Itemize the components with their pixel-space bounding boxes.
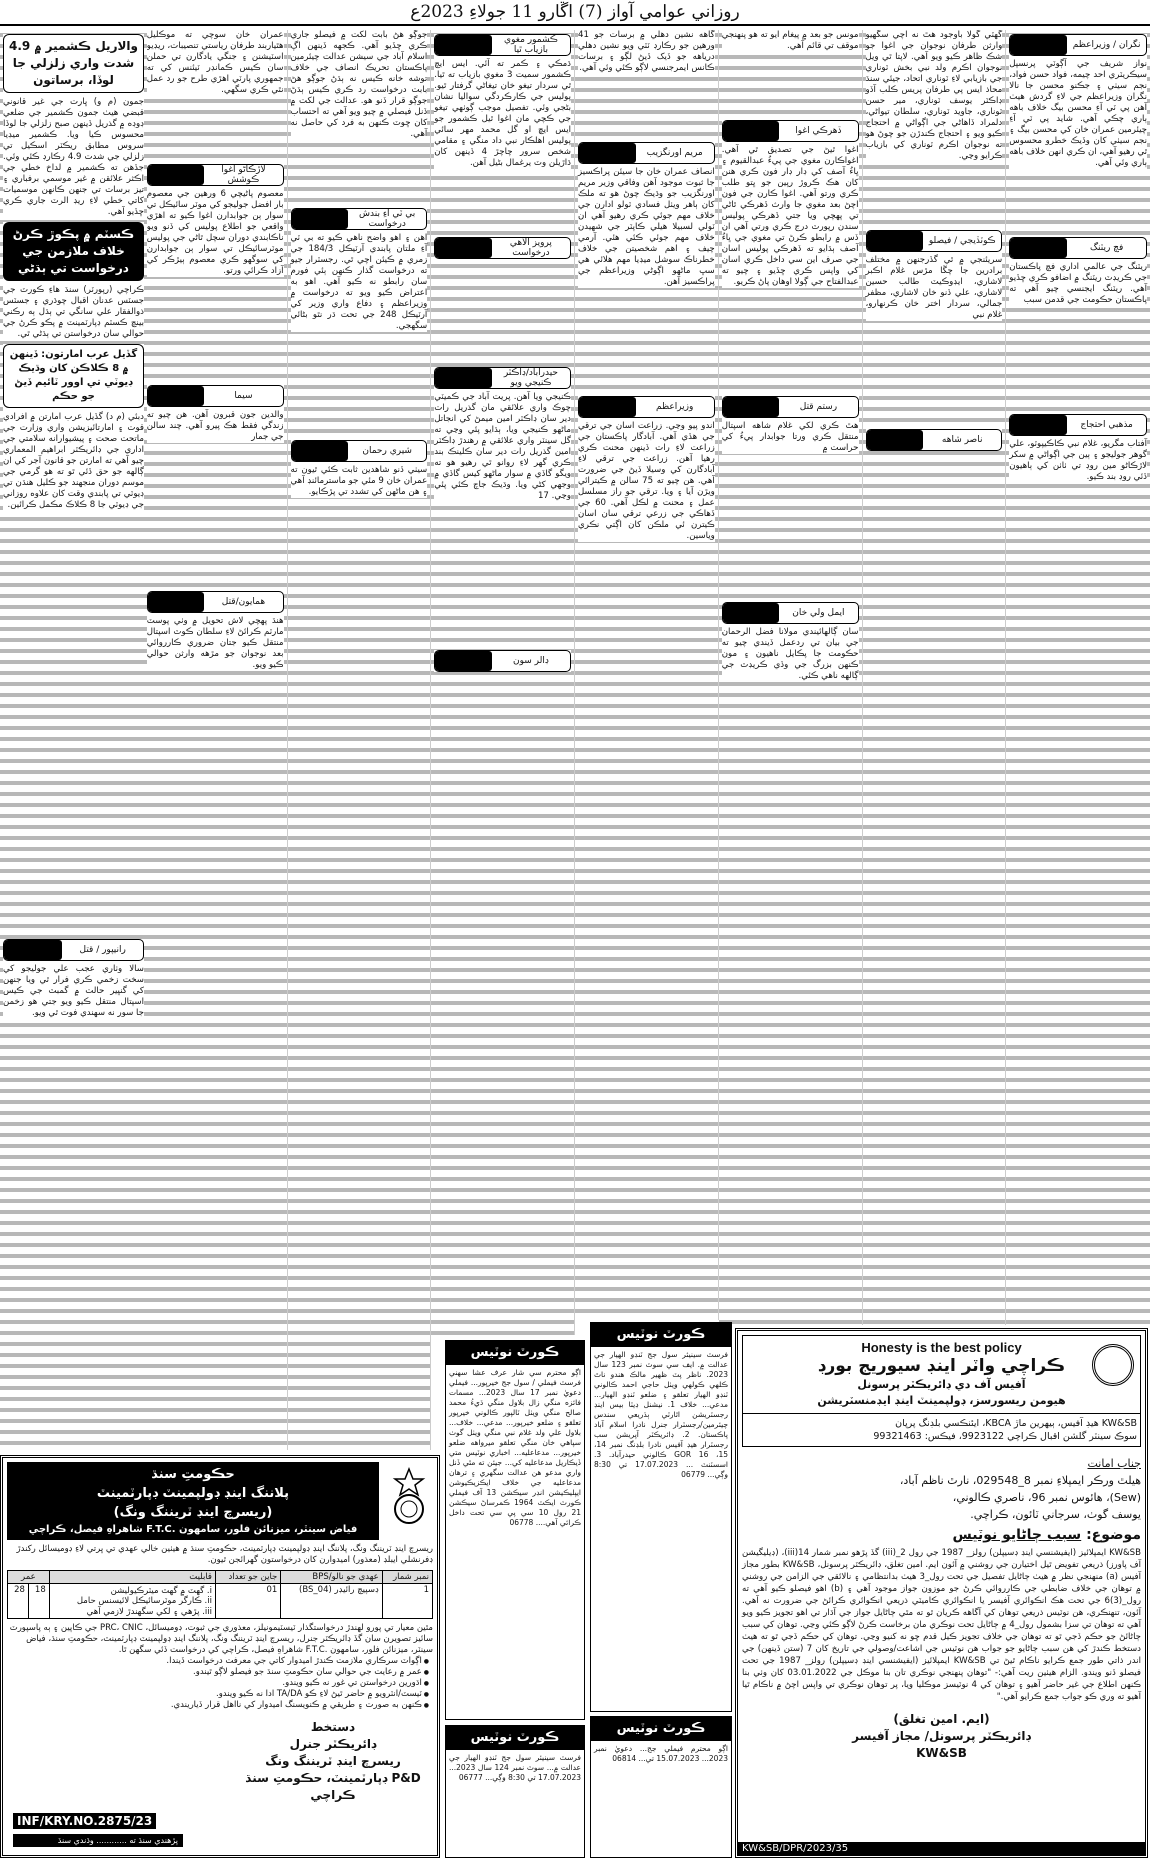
section-label: همايون/قتل	[221, 597, 266, 607]
ad-govt: حڪومتِ سنڌ	[151, 1467, 235, 1482]
section-header	[3, 939, 144, 961]
article-body: سريئنجي ۾ ٿي گڏرجنهن ۾ مختلف برادرين جا چڱا مڙس غلام اڪبر لاشاري، ايڊوڪيٽ طالب حسين لاشاري، علي ڏنو خان لاشاري، مظفر جمالي، سردار اختر خان ڪرنهارو، غلام نبي	[865, 255, 1003, 320]
text-filler	[291, 336, 428, 436]
article-body: دبئي (م د) گڏيل عرب امارتن ۾ افرادي قوت ۽ امارتائيزيشن واري وزارت جي ماتحت صحت ۽ پيشيوارانه سلامتي جي اداري جي ڊائريڪٽر ابراهيم المعماري چيو آهي ته امارتن جو قانون آجر کي ان ڳالهه جو حق ڏئي ٿو ته هو گرمي جي موسم دوران منجهند جو ڪليل هنڌن تي ڊيوٽي تي پابندي وقت کان علاوه روزاني جي ڊيوٽي جا 8 ڪلاڪ مڪمل ڪرائين.	[3, 412, 144, 510]
article-body: اغوا ٿيڻ جي تصديق ٿي آهي. اغواڪارن مغوي جي پيءُ عبدالقيوم ۽ ڀاءُ آصف کي ڊار ڊار فون ڪري هنن کان هڪ ڪروڙ رپين جو ڀتو طلب ڪري ورتو آهي. اغوا ڪارن جي فون اچڻ بعد مغوي جا وارث ڏهرڪي ٿاڻي تي پهچي ويا جتي ڏهرڪي پوليس سندن رپورٽ درج ڪري ورتي آهي ان ڏس ۾ رابطو ڪرڻ تي مغوي جي ڀاءُ آصف ٻڌايو ته ڏهرڪي پوليس اسان جي صرف اين سي داخل ڪري اسان کي واپس ڪري ڇڏيو ۽ چيو ته عبدالفتاح جي ڳولا اوهان پاڻ ڪريو.	[721, 145, 859, 287]
article	[434, 650, 571, 672]
address-line: سوڪ سينٽر گلشن اقبال ڪراچي 9923122، فيڪس: 99321463	[873, 1431, 1137, 1442]
article-body: ڌمڪي ۽ ڪمر ته آئي. ايس ايچ ڪشمور سميت 3 مغوي بازياب ته ٿيا. ٿي سردار تيغو خان تيغاڻي گرفتار ٿيو. پوليس جي ڪارڪردگي سواليا نشان بڻجي وئي. تفصيل موجب ڳوٺهي تيغو جي ڪچي مان اغوا ٿيل ڪشمور جو ايس ايڇ او گل محمد مهر سائي پوليس اهلڪار نبي داد منگي ۽ مقامي شخص سرور چاچڙ 4 ڏينهن کان ڌاڙيلن وٽ يرغمال بڻيل آهن.	[434, 59, 571, 168]
section-label: ناصر شاهه	[941, 435, 983, 445]
article	[578, 30, 715, 74]
article	[434, 34, 571, 169]
news-column-5	[431, 30, 575, 1335]
text-filler	[722, 56, 859, 116]
article	[147, 164, 284, 277]
ad-intro: ريسرچ اينڊ ٽريننگ ونگ، پلاننگ اينڊ ڊولپمينٽ ڊپارٽمينٽ، حڪومتِ سنڌ ۾ هيٺين خالي عهدي تي ڀرتي لاءِ ڊوميسائل رکندڙ ڊفرنشلي ايبلڊ (معذور) اميدوارن کان درخواستون گهرائجن ٿيون.	[16, 1544, 433, 1565]
article	[147, 30, 284, 96]
court-notice	[445, 1340, 585, 1720]
news-column-3	[719, 30, 863, 1325]
section-header	[722, 602, 859, 624]
section-label: ڏهرڪي اغوا	[795, 126, 842, 136]
article-uae	[3, 344, 144, 511]
article-body: معصوم پاڻيچي 6 ورهين جي معصوم بار افضل جوليجو کي موٽر سائيڪل تي سوار ٻن جوابدارن اغوا ڪيو ته اهڙي واقعي جو اطلاع پوليس کي ڏنو ويو ناڪابندي دوران سچل ٿاڻي جي پوليس موٽرسائيڪل تي سوار ٻن جوابدارن کي سوگهو ڪري معصوم ٻيڙڪر کي آزاد ڪرائي ورتو.	[146, 189, 284, 276]
section-header	[434, 367, 571, 389]
news-column-1	[1006, 30, 1150, 1325]
section-label: ڪشمور مغوي بازياب ٿيا	[504, 35, 558, 55]
notice-signature	[742, 1711, 1141, 1762]
ad-wing: (ريسرچ اينڊ ٽريننگ ونگ)	[113, 1505, 273, 1520]
cell-age-max: 28	[8, 1584, 29, 1619]
th-age: عمر	[8, 1571, 50, 1584]
news-column-2	[863, 30, 1007, 1325]
cell-count: 01	[216, 1584, 281, 1619]
text-filler	[1009, 173, 1147, 233]
article-body: سالا وٺاري عجب علي جوليجو کي سخت زخمي ڪري فرار ٿي ويا جنهن کي گنڀير حالت ۾ گمبٽ جي ڪيس اسپتال منتقل ڪيو ويو جتي هو زخمن جا سور نه سهندي فوت ٿي ويو.	[3, 964, 144, 1018]
planning-development-ad	[0, 1455, 440, 1858]
section-label: ايمل ولي خان	[792, 608, 845, 618]
section-header	[147, 385, 284, 407]
text-filler	[722, 458, 859, 598]
section-header	[866, 429, 1003, 451]
ad-slogan: پڙهندي سنڌ ته ............ وڌندي سنڌ	[13, 1834, 183, 1847]
article	[722, 120, 859, 288]
sign-line: ڊائريڪٽر جنرل	[289, 1737, 377, 1751]
condition-item: ● ٽيسٽ/انٽرويو ۾ حاضر ٿيڻ لاءِ ڪو TA/DA ادا نه ڪيو ويندو.	[7, 1689, 429, 1700]
article	[578, 142, 715, 288]
condition-item: ● عمر ۾ رعايت جي حوالي سان حڪومتِ سنڌ جو فيصلو لاڳو ٿيندو.	[7, 1667, 429, 1678]
article-body: ڪنيجي ويا آهن. پريت آباد جي ڪميٽي چوڪ واري علائقي مان گذريل رات دير سان ڊاڪٽر امين ميمڻ کي انجاتل ماڻهو ڪنيجي ويا، ٻڌايو پئي وڃي ته گل سينٽر واري علائقي ۾ رهندڙ ڊاڪٽر امين گذريل رات دير سان ڪلينڪ بند ڪري گهر لاءِ روانو ٿي رهيو هو ته ويگو گاڏي ۾ سوار ماڻهو کيس گاڏي ۾ وجهي کڻي ويا. وڌيڪ جاچ ڪئي پئي وڃي. 17	[434, 392, 571, 501]
section-label: لاڙڪاڻو اغوا ڪوشش	[221, 165, 266, 185]
section-header	[291, 440, 428, 462]
qualification-item: iii. پڙهي ۽ لکي سگهندڙ لازمي آهي	[86, 1607, 212, 1617]
section-header	[578, 396, 715, 418]
news-column-6	[288, 30, 432, 1450]
article-body: سيٺي ڏنو شاهدين ثابت ڪئي ٿيون ته عمران خان 9 مئي جو ماسترمائنڊ آهي ۽ هن ماڻهن کي تشدد تي پڙڪايو.	[290, 465, 428, 497]
article	[1009, 414, 1147, 483]
section-header	[1009, 34, 1147, 56]
article	[434, 367, 571, 502]
section-label: رانيپور / قتل	[79, 945, 126, 955]
section-header	[722, 396, 859, 418]
court-notice	[445, 1725, 585, 1858]
article-customs	[3, 222, 144, 340]
addressee-line: هيلٿ ورڪر ايمپلاءِ نمبر 8_029548، نارٿ ناظم آباد،	[899, 1474, 1141, 1487]
section-logo-block	[579, 397, 636, 417]
article	[578, 396, 715, 542]
table-row	[8, 1584, 433, 1619]
article-body: جمون (م و) ڀارت جي غير قانوني قبضي هيٺ جمون ڪشمير جي ضلعي ڊوڊه ۾ گذريل ڏينهن صبح زلزلي جا لوڏا محسوس ڪيا ويا. ڪشمير ميڊيا سروس مطابق ريڪٽر اسڪيل تي زلزلي جي شدت 4.9 رڪارڊ ڪئي وئي. جڏهن ته ڪشمير ۾ لداخ خطي جي اڪثر علائقن ۾ غير موسمي برفباري ۽ تيز برسات تي جنهن ڪانهن موسميات کاتي خطي لاءِ ريڊ الرٽ جاري ڪري ڇڏيو آهي.	[3, 97, 144, 217]
article-body: والدين جون قبرون آهن. هن چيو ته زندگي فقط هڪ پيرو آهي. چند سالن جي جمار	[146, 410, 284, 442]
court-notice-title: ڪورٽ نوٽيس	[446, 1341, 584, 1365]
section-logo-block	[723, 121, 780, 141]
section-header	[147, 591, 284, 613]
court-notice-body: اڳو محترم فيملي جج... دعويٰ نمبر 2023... 15.07.2023 تي... 06814	[594, 1744, 728, 1763]
ad-instructions: مٿين معيار تي پورو لهندڙ درخواستگذار ٽيسٽيمونيلز، معذوري جي ثبوت، ڊوميسائل، PRC، CNIC جي ڪاپين ۽ ٻه پاسپورٽ سائيز تصويرن سان گڏ ڊائريڪٽر جنرل، ريسرچ اينڊ ٽريننگ ونگ، پلاننگ اينڊ ڊولپمينٽ ڊپارٽمينٽ، حڪومتِ سنڌ، فياض سينٽر، ميزنائن فلور، سامهون .F.T.C شاهراهِ فيصل، ڪراچي کي درخواست ڏئي سگهن ٿا.	[9, 1623, 433, 1655]
subject-label: موضوع:	[1086, 1527, 1141, 1543]
headline: ڪسٽم ۾ پڪوڙ ڪرڻ خلاف ملازمن جي درخواست تي ٻڌڻي	[3, 222, 144, 281]
sign-line: P&D ڊپارٽمينٽ، حڪومتِ سنڌ	[245, 1771, 421, 1785]
court-notice-title: ڪورٽ نوٽيس	[591, 1323, 731, 1347]
section-label: مريم اورنگزيب	[646, 148, 703, 158]
article	[722, 602, 859, 682]
article-body: مونس جو بعد ۾ پيغام آيو ته هو پنهنجي موقف تي قائم آهي.	[721, 30, 859, 51]
section-logo-block	[1010, 35, 1067, 55]
article	[147, 385, 284, 443]
article	[434, 237, 571, 259]
court-notice-title: ڪورٽ نوٽيس	[591, 1717, 731, 1741]
section-label: وزيراعظم	[655, 402, 694, 412]
cell-no: 1	[382, 1584, 432, 1619]
ad-department: پلاننگ اينڊ ڊولپمينٽ ڊپارٽمينٽ	[96, 1486, 290, 1501]
ad-signature	[233, 1719, 433, 1804]
article	[866, 30, 1003, 162]
ad-reference-number: INF/KRY.NO.2875/23	[13, 1813, 156, 1829]
article-body: گاهه نشين دهلي ۾ برسات جو 41 ورهين جو رڪارڊ ٽٽي ويو نشين دهلي درياهه جو ڏيک ڏيڻ لڳو ۽ برسات ڪانس ايمرجنسي لاڳو ڪئي وئي آهي.	[578, 30, 715, 73]
article-body: سان ڳالهائيندي مولانا فضل الرحمان جي بيان تي ردعمل ڏيندي چيو ته حڪومت جا پڪايل ناهيون ۽ مون ڪنهن بزرگ جي وڏي ڪريڊٽ جي ڳالهه ناهي ڪئي.	[721, 627, 859, 681]
ad-reference-number: KW&SB/DPR/2023/35	[738, 1842, 1145, 1855]
condition-item: ● ڪنهن به صورت ۽ طريقي ۾ ڪنويسنگ اميدوار کي نااهل قرار ڏياريندي.	[7, 1700, 429, 1711]
ad-conditions	[7, 1656, 433, 1711]
ad-motto: Honesty is the best policy	[861, 1340, 1022, 1355]
text-filler	[866, 166, 1003, 226]
newspaper-masthead: روزاني عوامي آواز (7) اڱارو 11 جولاءِ 2023ع	[0, 0, 1150, 26]
sindh-emblem-icon	[385, 1462, 433, 1532]
addressee-line: يوسف گوٺ، سرجاني ٽائون، ڪراچي.	[970, 1508, 1141, 1521]
text-filler	[147, 447, 284, 587]
text-filler	[1009, 310, 1147, 410]
kwsb-seal-icon	[1092, 1344, 1134, 1386]
cell-age-min: 18	[28, 1584, 49, 1619]
notice-body: KW&SB ايمپلائيز (ايفيشنسي اينڊ ڊسيپلن) رولز_ 1987 جي رول 2_(iii) گڏ پڙهو نمبر شمار 14(iii)، (ڊيليگيشن آف پاورز) ذريعي تفويض ٿيل اختيارن جي روشني ۾ آئون ايم. امين تغلق، ڊائريڪٽر پرسونل، KW&SB بطور مجاز آفيس (a) منهنجي نظر ۾ هيٺ ڄاڻايل تفصيل جي تحت رول_3 هيٺ بدانتظامي ۽ نالائقي جي الزامن جي روشني ۾ توهان جي خلاف ضابطي جي ڪارروائي ڪرڻ جو موزون جواز موجود آهي ۽ (b) اهو فيصلو ڪيو آهي ته رول_(3)6 جي تحت هڪ انڪوائري آفيسر يا انڪوائري ڪاميٽي ذريعي انڪوائري ڪرائڻ جي ضرورت نه آهي. آئون، تنهنڪري، هن نوٽيس ذريعي توهان کي آگاهه ڪريان ٿو ته مٿي ڄاڻايل جواز جي آڌار تي اهو تجويز ڪيو ويو آهي ته توهان تي سزا بشمول رول_4 ۾ ڄاڻايل تحت نوڪري مان برخاست ڪرڻ لاڳو ڪئي وڃي. توهان کي سبب ڄاڻائڻ جو حڪم ڏجي ٿو ته توهان جي خلاف تجويز ڪيل قدم ڇو نه کنيو وڃي. توهان کي حڪم ڏجي ٿو ته هيٺ دستخط ڪندڙ کي هن سبب ڄاڻايو جو جواب هن نوٽيس جي اشاعت/وصولي جي تاريخ کان 7 (ستن ڏينهن) جي اندر ذاتي طور جمع ڪرايو ناڪام ٿيڻ تي KW&SB ايمپلائيز (ايفيشنسي اينڊ ڊسيپلن) رولز_ 1987 جي تحت فيصلو ڏنو ويندو. الزام هيٺين ريت آهي:- "توهان پنهنجي نوڪري تان بنا موڪل جي 03.01.2022 کان وٺي بنا ڪنهن اطلاع جي غير حاضر آهيو ۽ توهان کي 4 نوٽيسز موڪليا ويا، پر توهان نوڪري تي واپس اچڻ ۾ ناڪام ٿيا آهيو ته وري ڪو جواب جمع ڪرايو آهي."	[742, 1548, 1142, 1702]
section-label: ڪوٽڏيجي / فيصلو	[928, 236, 996, 246]
court-notice-title: ڪورٽ نوٽيس	[446, 1726, 584, 1750]
ad-header	[7, 1462, 379, 1540]
address-line: KW&SB هيڊ آفيس، ٻيهرين ماڙ KBCA، ايئنڪسي بلڊنگ پرپان	[895, 1418, 1137, 1429]
section-logo-block	[723, 603, 780, 623]
text-filler	[722, 292, 859, 392]
addressee-line: جناب امانت	[1087, 1457, 1141, 1470]
section-logo-block	[1010, 238, 1067, 258]
text-filler	[578, 78, 715, 138]
text-filler	[434, 263, 571, 363]
sign-line: ريسرچ اينڊ ٽريننگ ونگ	[265, 1754, 401, 1768]
article-body: گهٽي گولا باوجود هٿ نه اچي سگهيو وارثن طرفان نوجوان جي اغوا جو شڪ ظاهر ڪيو ويو آهي. لاپتا ٿي ويل نوجوان اڪرم ولد نبي بخش ٽوناري جي بازيابي لاءِ ٽوناري اتحاد، جيئي سنڌ محاذ ايس پي طرفان پريس ڪلب آڏو ڊاڪٽر يوسف ٽوناري، مير حسن ٽوناري، جاويد ٽوناري، سلطان تيواڻي، دلمراد ڏاهاڻي جي اڳواڻي ۾ احتجاج ڪيو ويو ۽ احتجاج ڪندڙن جو چوڻ هو ته نوجوان اڪرم ٽوناري کي بازياب ڪرايو وڃي.	[865, 30, 1003, 161]
article-body: انصاف عمران خان جا سيئن پراڪسيز جا ثبوت موجود آهن وفاقي وزير مريم اورنگزيب جو وڌيڪ چوڻ هو ته ملڪ کان ٻاهر ويٺل فسادي ٽولو ادارن جي خلاف مهم جوئي ڪري رهيو آهي ان ٽولي لسبيلا هيلي ڪاپٽر جي شهيدن خلاف مهم جوئي ڪئي هئي. آرمي چيف ۽ اهم شخصيتن جي خلاف خطرناڪ سوشل ميڊيا مهم هلائي هي سڀ ماڻهو اڳوڻي وزيراعظم جي پراڪسيز آهن.	[578, 167, 715, 287]
section-header	[578, 142, 715, 164]
section-header	[434, 650, 571, 672]
text-filler	[147, 100, 284, 160]
article-kashmir-earthquake	[3, 34, 144, 218]
court-notice	[590, 1716, 732, 1858]
text-filler	[147, 281, 284, 381]
ad-office: آفيس آف دي ڊائريڪٽر پرسونل	[857, 1378, 1026, 1391]
sign-line: ڪراچي	[310, 1788, 356, 1802]
section-logo-block	[867, 430, 924, 450]
section-logo-block	[1010, 415, 1067, 435]
text-filler	[578, 292, 715, 392]
ad-address: فياض سينٽر، ميزنائن فلور، سامهون .F.T.C شاهراهِ فيصل، ڪراچي	[28, 1524, 358, 1535]
section-label: رستم قتل	[799, 402, 838, 412]
section-logo-block	[435, 238, 492, 258]
article-body: آفتاب مگريو، غلام نبي ڪاڪيپوٽو، علي گوهر جوليجو ۽ ٻين جي اڳواڻي ۾ سکر لاڙڪاڻو مين روڊ تي ٺاٺن کي ٻاهيون ڏئي روڊ بند ڪيو.	[1009, 439, 1147, 482]
news-column-8	[0, 30, 147, 1450]
article-body: جوڳو هڻ بابت لکت ۾ فيصلو جاري ڪري ڇڏيو آهي. ڪجهه ڏينهن اڳ اسلام آباد جي سيشن عدالت چيئرمين پاڪستان تحريڪ انصاف جي خلاف توشه خانه ڪيس نه ٻڌڻ جوڳو هڻ بابت درخواست رد ڪري ڪيس ٻڌڻ جوڳو قرار ڏنو هو. عدالت جي لکت ۾ ڏنل فيصلي ۾ چيو ويو آهي ته احتساب کان ڇوٽ ڪنهن به فرد کي حاصل نه آهي.	[290, 30, 428, 139]
subject-text: سبب ڄاڻايو نوٽيس	[952, 1527, 1082, 1543]
th-count: جاين جو تعداد	[216, 1571, 281, 1584]
article-body: هنڌ پهچي لاش تحويل ۾ وٺي پوسٽ مارٽم ڪرائڻ لاءِ سلطان ڪوٽ اسپتال منتقل ڪيو جتان ضروري ڪارروائي بعد نوجوان جو مڙهه وارثن حوالي ڪيو ويو.	[146, 616, 284, 670]
article-body: اهن ۽ اهو واضح ناهي ڪيو ته بي ٽي آءِ ملتان پابندي آرٽيڪل 184/3 جي زمري ۾ ڪيئن اچي ٿي. رجسٽرار جيو ته درخواست گذار ڪنهن ٻئي فورم سان رابطو نه ڪيو آهي. اهو به اعتراض ڪيو ويو ته درخواست ۾ وزيراعظم ۽ دفاع واري وزير کي آرٽيڪل 248 جي تحت ڌر نٿو بڻائي سگهجي.	[290, 233, 428, 331]
article-body: عمران خان سوچي ته موڪليل هٿياربند طرفان رياستي تنصيبات، ريڊيو اسٽيشنن ۽ جنگي يادگارن تي حملن سان ڪيس ڪمانڊر ٽيئنس کي ته جمهوري پارٽي اهڙي طرح جو رد عمل نٿي ڪري سگهي.	[146, 30, 284, 95]
sign-line: KW&SB	[916, 1746, 967, 1760]
section-label: سيما	[234, 391, 253, 401]
article	[1009, 34, 1147, 169]
section-label: ڊالر سون	[512, 656, 549, 666]
qualification-item: i. گهٽ ۾ گهٽ ميٽرڪيوليشن	[110, 1586, 212, 1596]
article	[722, 30, 859, 52]
text-filler	[3, 515, 144, 935]
section-logo-block	[4, 940, 62, 960]
th-qualification: قابليت	[49, 1571, 215, 1584]
addressee	[742, 1455, 1141, 1523]
condition-item: ● اڌورين درخواستن تي غور نه ڪيو ويندو.	[7, 1678, 429, 1689]
notice-subject	[742, 1527, 1141, 1543]
article	[1009, 237, 1147, 306]
article	[866, 230, 1003, 321]
article	[291, 30, 428, 140]
cell-post: ڊسپيچ رائيڊر (BS_04)	[281, 1584, 382, 1619]
section-header	[866, 230, 1003, 252]
article	[722, 396, 859, 454]
section-logo-block	[435, 651, 492, 671]
section-logo-block	[292, 441, 349, 461]
article-body: اندو پيو وڃي. زراعت اسان جي ترقي جي هڏي آهي. آبادگار پاڪستان جي زراعت لاءِ رات ڏينهن محنت ڪري رهيا آهن. زراعت جي ترقي لاءِ آبادگارن کي وسيلا ڏيڻ جي ضرورت آهي. هن چيو ته 75 سالن ۾ ڪيترائي ويڙن آيا ۽ ويا. ترقي جو راز مسلسل عمل ۽ محنت ۾ لڪل آهي. 60 جي ڏهاڪي جي زرعي ترقي سان اسان ڪيترن ئي ملڪن کان اڳتي نڪري وياسين.	[578, 421, 715, 541]
ad-header	[742, 1335, 1141, 1414]
section-header	[291, 208, 428, 230]
article	[866, 429, 1003, 451]
vacancy-table	[7, 1570, 433, 1619]
section-logo-block	[579, 143, 636, 163]
section-logo-block	[867, 231, 924, 251]
section-header	[147, 164, 284, 186]
article	[291, 208, 428, 332]
court-notice	[590, 1322, 732, 1712]
ad-organization: ڪراچي واٽر اينڊ سيوريج بورڊ	[817, 1356, 1066, 1376]
ad-address	[742, 1414, 1141, 1447]
section-label: پرويز الاهي درخواست	[509, 238, 552, 258]
article-body: ڪراچي (رپورٽر) سنڌ هاءِ ڪورٽ جي جسٽس عدنان اقبال چوڌري ۽ جسٽس ذوالفقار علي سانگي تي ٻڌل ٻه رڪني بينچ ڪسٽم ڊپارٽمينٽ ۾ پڪو ڪرڻ جي حوالي سان درخواستن تي ٻڌڻي ٿي.	[3, 285, 144, 339]
section-label: مذهبي احتجاج	[1080, 420, 1133, 430]
section-logo-block	[435, 35, 492, 55]
news-column-7	[144, 30, 288, 1450]
article	[3, 939, 144, 1019]
text-filler	[434, 506, 571, 646]
court-notice-body: فرسٽ سينيئر سول جج ٽنڊو الهيار جي عدالت ۾. ايف سي سوٽ نمبر 123 سال 2023. ناظر پٽ ظهير مالڪ هندو ناٿ ڪلهي ڪولهي ويٺل حاجي احمد ڪالوني ٽنڊو الهيار تعلقو ۽ ضلعو ٽنڊو الهيار... مدعي... خلاف 1. نيشنل ڊيٽا بيس اينڊ رجسٽريشن اٿارٽي ٻڌريعي سندس چيئرمين/رجسٽرار جنرل نادرا اسلام آباد پاڪستان. 2. ڊائريڪٽر آپريشن سب رجسٽرار هيڊ آفيس نادرا بلڊنگ نمبر 14، 15، 16 GOR ڪالوني حيدرآباد. 3. اسسٽنٽ ... 17.07.2023 تي 8:30 وڳي... 06779	[594, 1350, 728, 1479]
sign-line: ڊائريڪٽر پرسونل/ مجاز آفيسر	[852, 1729, 1031, 1743]
text-filler	[866, 325, 1003, 425]
section-logo-block	[723, 397, 780, 417]
ad-department: هيومن ريسورسز، ڊولپمينٽ اينڊ ايڊمنسٽريشن	[817, 1394, 1066, 1407]
section-label: فچ ريٽنگ	[1089, 243, 1124, 253]
cell-qualification	[49, 1584, 215, 1619]
th-post: عهدي جو نالو/BPS	[281, 1571, 382, 1584]
condition-item: ● اڳواٽ سرڪاري ملازمت ڪندڙ اميدوار کاتي جي معرفت درخواست ڏيندا.	[7, 1656, 429, 1667]
article-body: هٿ ڪري لکي غلام شاهه اسپتال منتقل ڪري ورتا جوابدار پيءُ کي حراست ۾	[721, 421, 859, 453]
th-no: نمبر شمار	[382, 1571, 432, 1584]
section-header	[434, 34, 571, 56]
court-notice-body: فرسٽ سينيئر سول جج ٽنڊو الهيار جي عدالت ۾... سوٽ نمبر 124 سال 2023... 17.07.2023 تي 8:30 وڳي... 06777	[449, 1753, 581, 1782]
section-logo-block	[148, 592, 205, 612]
section-label: حيدرآباد/ڊاڪٽر ڪنيجي ويو	[503, 368, 558, 388]
addressee-line: (Sew)، هائوس نمبر 96، ناصري ڪالوني،	[952, 1491, 1141, 1504]
section-header	[1009, 237, 1147, 259]
article	[291, 440, 428, 498]
court-notice-body: اڳو محترم سي شار عرف عشا سهني فرسٽ فيملي / سول جج خيرپور... فيملي دعويٰ نمبر 17 سال 2023... مسمات فائزه منگي زال بلاول منگي ڌيءُ محمد صالح منگي ويٺل ٽالپور ڪالوني خيرپور تعلقو ۽ ضلعو خيرپور... مدعي... خلاف... بلاول علي ولد غلام نبي منگي ويٺل گوٺ سپاهي خان منگي تعلقو ميرواهه ضلعو خيرپور... مدعاعليه... اخباري نوٽيس متي ڏيڪاريل مدعاعليه کي... جيئن ته مٿي ڏنل واري مدعو هن عدالت سگهري ۽ ترهان مدعاعليه جي خلاف ايڪزيڪيوشن ايپليڪيشن انڊر سيڪشن 13 آف فيملي ڪورٽ ايڪٽ 1964 ڪمرساڻ سيڪشن 21 رول 10 سي پي سي تحت داخل ڪرائي آهي.... 06778	[449, 1368, 582, 1527]
article	[147, 591, 284, 671]
section-logo-block	[435, 368, 492, 388]
qualification-item: ii. ڪارگر موٽرسائيڪل لائيسنس حامل	[76, 1596, 212, 1606]
section-label: نگران / وزيراعظم	[1072, 40, 1141, 50]
article-body: نواز شريف جي آڳوٽي پرنسپل سيڪريٽري احد چيمه، فواد حسن فواد، نجم سيٺي ۽ جڪنو محسن جا نالا نگران وزيراعظم جي لاءِ گردش هيٺ آهن پي ٽي آءِ محسن بيگ خلاف باهه ٻاري چڪي آهي. شايد پي ٽي آءِ چيئرمين عمران خان کي محسن بيگ ۽ نجم سيٺي کان وڏيڪ خطرو محسوس ٿي رهيو آهي، ان ڪري انهن خلاف باهه ٻاري وئي آهي.	[1009, 59, 1147, 168]
section-logo-block	[148, 386, 205, 406]
section-header	[722, 120, 859, 142]
section-header	[434, 237, 571, 259]
headline: گڏيل عرب امارتون: ڏينهن ۾ 8 ڪلاڪن کان وڌيڪ ڊيوٽي تي اوور ٽائيم ڏيڻ جو حڪم	[3, 344, 144, 408]
section-label: شيري رحمان	[362, 446, 412, 456]
section-label: بي ٽي آءِ بندش درخواست	[359, 209, 416, 229]
text-filler	[434, 173, 571, 233]
headline: والاريل ڪشمير ۾ 4.9 شدت واري زلزلي جا لوڏا، برساتون	[3, 34, 144, 93]
section-logo-block	[148, 165, 205, 185]
news-column-4	[575, 30, 719, 1320]
section-logo-block	[292, 209, 349, 229]
text-filler	[291, 144, 428, 204]
kwsb-show-cause-notice-ad	[735, 1328, 1148, 1858]
article-body: ريٽنگ جي عالمي اداري فچ پاڪستان جي ڪريڊٽ ريٽنگ ۾ اضافو ڪري ڇڏيو آهي. ريٽنگ ايجنسي چيو آهي ته پاڪستان حڪومت جي قدمن سبب	[1009, 262, 1147, 305]
section-header	[1009, 414, 1147, 436]
sign-line: (ايم. امين تغلق)	[893, 1712, 990, 1726]
sign-line: دستخط	[310, 1720, 356, 1734]
